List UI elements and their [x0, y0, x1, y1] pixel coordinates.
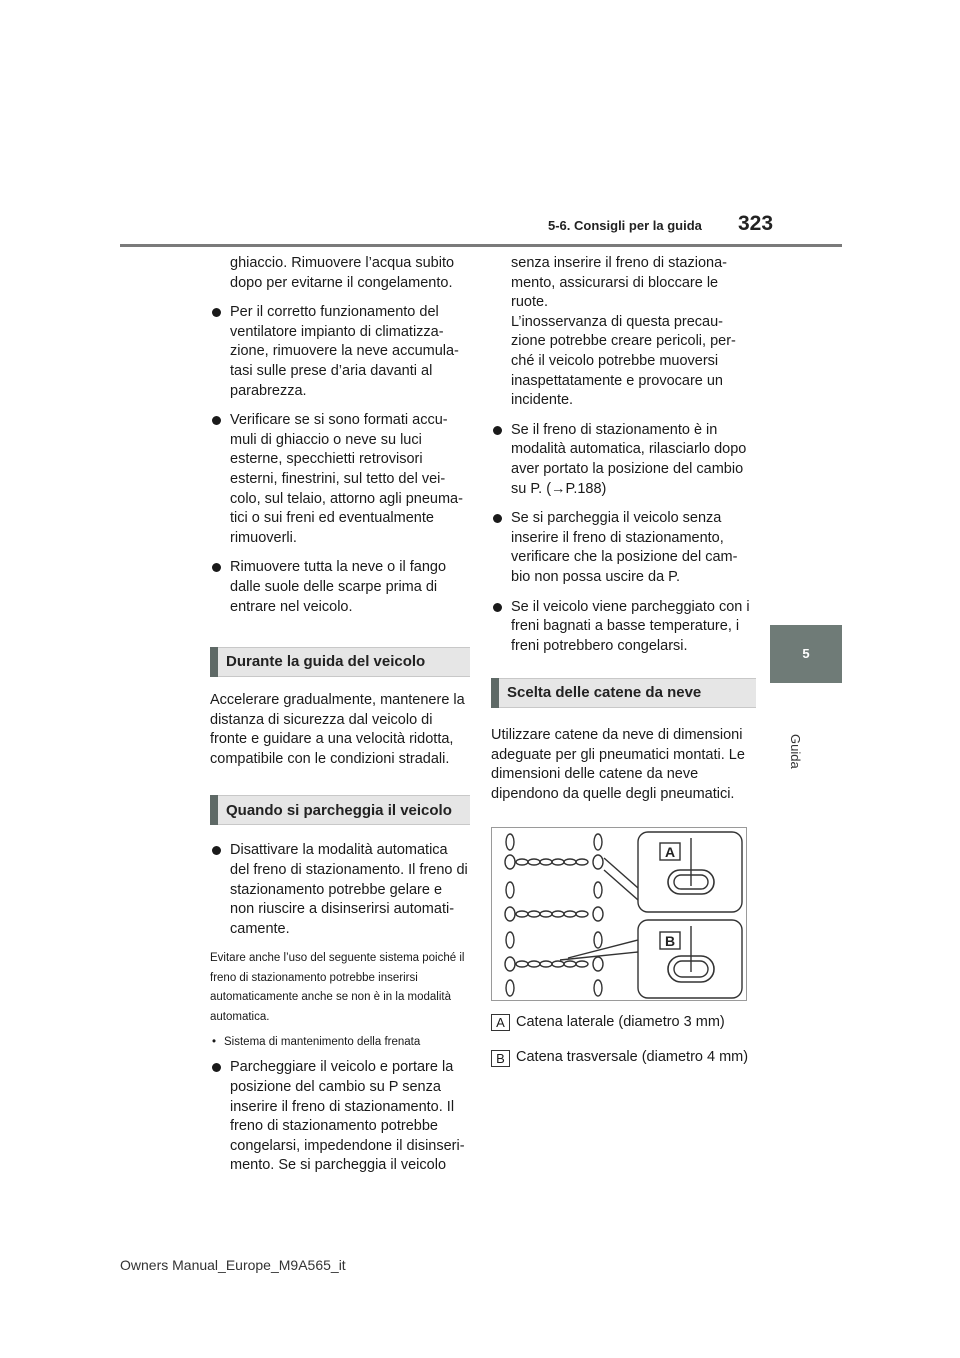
section-heading-parking	[210, 795, 470, 825]
footer-document-id: Owners Manual_Europe_M9A565_it	[120, 1257, 346, 1273]
legend-text: Catena trasversale (diametro 4 mm)	[516, 1049, 749, 1066]
driving-paragraph: Accelerare gradualmente, mantenere la distanza di sicurezza dal veicolo di fronte e guidare a una velocità ridotta, compatibile con le condizioni stradali.	[210, 692, 465, 767]
page-reference: P.188)	[565, 480, 607, 497]
right-column	[491, 254, 756, 1084]
bullet-text: Disattivare la modalità automatica del freno di stazionamento. Il freno di stazionamento potrebbe gelare e non riuscire a disinserirsi automati-camente.	[230, 842, 468, 937]
arrow-icon: →	[551, 480, 566, 497]
bullet-dot-icon	[493, 603, 502, 612]
bullet-text: Se si parcheggia il veicolo senza inserire il freno di stazionamento, verificare che la posizione del cam-bio non possa uscire da P.	[511, 510, 738, 585]
chapter-label	[787, 690, 803, 769]
bullet-dot-icon	[212, 308, 221, 317]
heading-bar	[210, 647, 218, 677]
bullet-item	[491, 509, 756, 587]
bullet-text: Se il veicolo viene parcheggiato con i freni bagnati a basse temperature, i freni potrebbero congelarsi.	[511, 598, 750, 654]
legend-item	[491, 1048, 756, 1068]
bullet-item	[210, 411, 470, 548]
bullet-dot-icon	[212, 1063, 221, 1072]
snow-chain-illustration	[492, 828, 748, 1002]
note-bullet	[210, 1033, 470, 1052]
bullet-dot-icon	[493, 514, 502, 523]
note-paragraph: Evitare anche l’uso del seguente sistema poiché il freno di stazionamento potrebbe inserirsi automaticamente anche se non è in la modalità automatica.	[210, 952, 465, 1023]
bullet-text: Per il corretto funzionamento del ventilatore impianto di climatizza-zione, rimuovere la neve accumula-tasi sulle prese d’aria davanti al parabrezza.	[230, 304, 459, 399]
chains-paragraph: Utilizzare catene da neve di dimensioni adeguate per gli pneumatici montati. Le dimensioni delle catene da neve dipendono da quelle degli pneumatici.	[491, 727, 745, 803]
section-title: 5-6. Consigli per la guida	[548, 218, 702, 233]
bullet-text: Parcheggiare il veicolo e portare la posizione del cambio su P senza inserire il freno di stazionamento. Il freno di stazionamento potrebbe congelarsi, impedendone il disinseri-mento. Se si parcheggia il veicolo	[230, 1059, 465, 1174]
bullet-item	[210, 1058, 470, 1176]
bullet-item	[491, 598, 756, 657]
bullet-text: Rimuovere tutta la neve o il fango dalle suole delle scarpe prima di entrare nel veicolo.	[230, 559, 447, 615]
heading-bar	[491, 678, 499, 708]
continued-text: senza inserire il freno di staziona-mento, assicurarsi di bloccare le ruote.	[511, 255, 727, 311]
bullet-dot-icon	[212, 416, 221, 425]
heading-text: Durante la guida del veicolo	[226, 653, 426, 671]
page-number: 323	[738, 212, 774, 235]
left-column	[210, 254, 470, 1186]
small-bullet-icon: •	[212, 1036, 217, 1049]
legend-key: A	[491, 1014, 510, 1031]
legend-item	[491, 1013, 756, 1033]
heading-text: Scelta delle catene da neve	[507, 684, 702, 702]
legend-text: Catena laterale (diametro 3 mm)	[516, 1013, 725, 1030]
bullet-dot-icon	[493, 426, 502, 435]
chapter-tab: 5	[770, 625, 842, 683]
bullet-text: Verificare se si sono formati accu-muli di ghiaccio o neve su luci esterne, specchietti retrovisori esterni, finestrini, sul tetto del vei-colo, sul telaio, attorno agli pneuma-tici o sui freni ed eventualmente rimuoverli.	[230, 412, 463, 546]
figure-label-a: A	[664, 843, 676, 860]
bullet-item	[210, 558, 470, 617]
heading-bar	[210, 795, 218, 825]
section-heading-driving	[210, 647, 470, 677]
header-rule	[120, 244, 842, 247]
legend-key: B	[491, 1050, 510, 1067]
bullet-item	[210, 841, 470, 939]
continued-text: ghiaccio. Rimuovere l’acqua subito dopo per evitarne il congelamento.	[230, 255, 455, 291]
bullet-item	[210, 303, 470, 401]
bullet-dot-icon	[212, 563, 221, 572]
warning-text: L’inosservanza di questa precau-zione potrebbe creare pericoli, per-ché il veicolo potrebbe muoversi inaspettatamente e provocare un incidente.	[511, 313, 736, 409]
bullet-item	[491, 421, 756, 499]
snow-chain-figure	[491, 827, 747, 1001]
bullet-text: Se il freno di stazionamento è in modalità automatica, rilasciarlo dopo aver portato la posizione del cambio su P. (	[511, 421, 747, 497]
heading-text: Quando si parcheggia il veicolo	[226, 801, 452, 819]
figure-label-b: B	[664, 932, 676, 949]
bullet-dot-icon	[212, 846, 221, 855]
section-heading-chains	[491, 678, 756, 708]
note-bullet-text: Sistema di mantenimento della frenata	[224, 1036, 421, 1049]
chapter-label-text: Guida	[788, 734, 803, 769]
